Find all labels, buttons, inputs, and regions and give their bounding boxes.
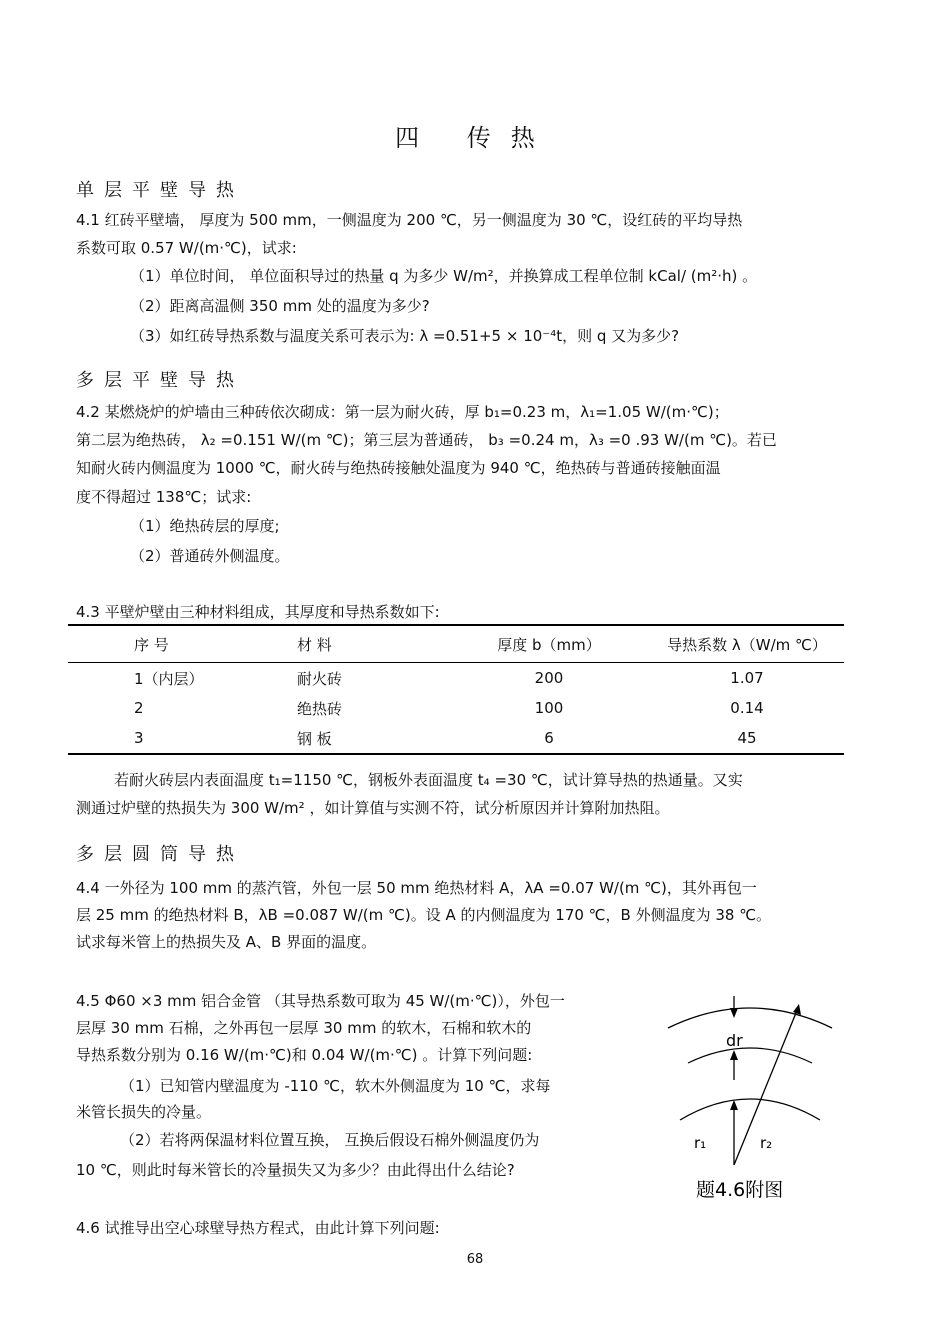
problem-4-1-line2: 系数可取 0.57 W/(m·℃)，试求: — [76, 239, 297, 257]
table-header-row — [68, 625, 844, 663]
problem-4-2-line4: 度不得超过 138℃；试求: — [76, 488, 252, 506]
problem-4-6-line1: 4.6 试推导出空心球壁导热方程式，由此计算下列问题: — [76, 1219, 440, 1237]
table-row — [68, 663, 844, 694]
header-material: 材 料 — [297, 635, 332, 654]
problem-4-2-line3: 知耐火砖内侧温度为 1000 ℃，耐火砖与绝热砖接触处温度为 940 ℃，绝热砖与普通砖接触面温 — [76, 459, 721, 477]
cell-conductivity: 0.14 — [730, 699, 764, 717]
cell-index: 2 — [134, 699, 144, 717]
cell-material: 耐火砖 — [297, 669, 343, 688]
problem-4-5-line3: 导热系数分别为 0.16 W/(m·℃)和 0.04 W/(m·℃) 。计算下列问题: — [76, 1046, 533, 1064]
r1-arrow-head — [730, 1100, 738, 1110]
problem-4-5-q1a: （1）已知管内壁温度为 -110 ℃，软木外侧温度为 10 ℃，求每 — [120, 1077, 551, 1095]
inner-arc — [680, 1099, 820, 1120]
problem-4-1-q2: （2）距离高温侧 350 mm 处的温度为多少? — [130, 297, 430, 315]
problem-4-4-line3: 试求每米管上的热损失及 A、B 界面的温度。 — [76, 933, 377, 951]
figure-caption: 题4.6附图 — [696, 1179, 784, 1201]
cell-thickness: 100 — [534, 699, 564, 717]
problem-4-1-q1: （1）单位时间， 单位面积导过的热量 q 为多少 W/m²，并换算成工程单位制 kCal/ (m²·h) 。 — [130, 267, 758, 285]
cell-thickness: 6 — [544, 729, 554, 747]
cell-thickness: 200 — [534, 669, 564, 687]
problem-4-5-q2b: 10 ℃，则此时每米管长的冷量损失又为多少？由此得出什么结论? — [76, 1161, 515, 1179]
spherical-shell-figure — [660, 990, 840, 1210]
section-heading-multi-wall: 多层平壁导热 — [76, 370, 244, 391]
section-heading-multi-cylinder: 多层圆筒导热 — [76, 844, 244, 865]
problem-4-2-line1: 4.2 某燃烧炉的炉墙由三种砖依次砌成：第一层为耐火砖，厚 b₁=0.23 m，λ₁=1.05 W/(m·℃)； — [76, 403, 729, 421]
problem-4-4-line1: 4.4 一外径为 100 mm 的蒸汽管，外包一层 50 mm 绝热材料 A，λA =0.07 W/(m ℃)，其外再包一 — [76, 879, 757, 897]
problem-4-3-line1: 若耐火砖层内表面温度 t₁=1150 ℃，钢板外表面温度 t₄ =30 ℃，试计算导热的热通量。又实 — [114, 771, 743, 789]
cell-material: 钢 板 — [297, 729, 332, 748]
dr-arrow-bottom-head — [730, 1050, 738, 1060]
cell-index: 3 — [134, 729, 144, 747]
table-row — [68, 693, 844, 723]
problem-4-5-q2a: （2）若将两保温材料位置互换， 互换后假设石棉外侧温度仍为 — [120, 1131, 540, 1149]
dr-label: dr — [726, 1031, 743, 1050]
header-index: 序 号 — [134, 635, 169, 654]
header-conductivity: 导热系数 λ（W/m ℃） — [667, 635, 827, 654]
problem-4-5-q1b: 米管长损失的冷量。 — [76, 1103, 212, 1121]
materials-table — [68, 624, 844, 755]
problem-4-2-q2: （2）普通砖外侧温度。 — [130, 547, 290, 565]
problem-4-5-line2: 层厚 30 mm 石棉，之外再包一层厚 30 mm 的软木，石棉和软木的 — [76, 1019, 532, 1037]
cell-index: 1（内层） — [134, 669, 204, 688]
chapter-title: 四 传热 — [395, 124, 555, 152]
problem-4-5-line1: 4.5 Φ60 ×3 mm 铝合金管 （其导热系数可取为 45 W/(m·℃)），外包一 — [76, 992, 565, 1010]
problem-4-2-q1: （1）绝热砖层的厚度; — [130, 517, 280, 535]
problem-4-3-intro: 4.3 平壁炉壁由三种材料组成，其厚度和导热系数如下: — [76, 603, 440, 621]
cell-conductivity: 45 — [737, 729, 757, 747]
section-heading-single-wall: 单层平壁导热 — [76, 180, 244, 201]
cell-material: 绝热砖 — [297, 699, 343, 718]
page-number: 68 — [466, 1252, 484, 1267]
dr-arrow-top-head — [730, 1008, 738, 1018]
header-thickness: 厚度 b（mm） — [497, 635, 601, 654]
problem-4-3-line2: 测通过炉壁的热损失为 300 W/m² ，如计算值与实测不符，试分析原因并计算附加热阻。 — [76, 799, 670, 817]
r2-label: r₂ — [760, 1134, 773, 1152]
problem-4-1-q3: （3）如红砖导热系数与温度关系可表示为: λ =0.51+5 × 10⁻⁴t，则 q 又为多少? — [130, 327, 680, 345]
outer-arc — [668, 1008, 832, 1028]
r1-label: r₁ — [694, 1134, 707, 1152]
problem-4-4-line2: 层 25 mm 的绝热材料 B，λB =0.087 W/(m ℃)。设 A 的内侧温度为 170 ℃，B 外侧温度为 38 ℃。 — [76, 906, 772, 924]
inner-shell-arc — [688, 1048, 812, 1063]
table-row — [68, 723, 844, 754]
cell-conductivity: 1.07 — [730, 669, 764, 687]
problem-4-1-line1: 4.1 红砖平壁墙， 厚度为 500 mm，一侧温度为 200 ℃，另一侧温度为 30 ℃，设红砖的平均导热 — [76, 211, 743, 229]
problem-4-2-line2: 第二层为绝热砖， λ₂ =0.151 W/(m ℃)；第三层为普通砖， b₃ =0.24 m，λ₃ =0 .93 W/(m ℃)。若已 — [76, 431, 777, 449]
